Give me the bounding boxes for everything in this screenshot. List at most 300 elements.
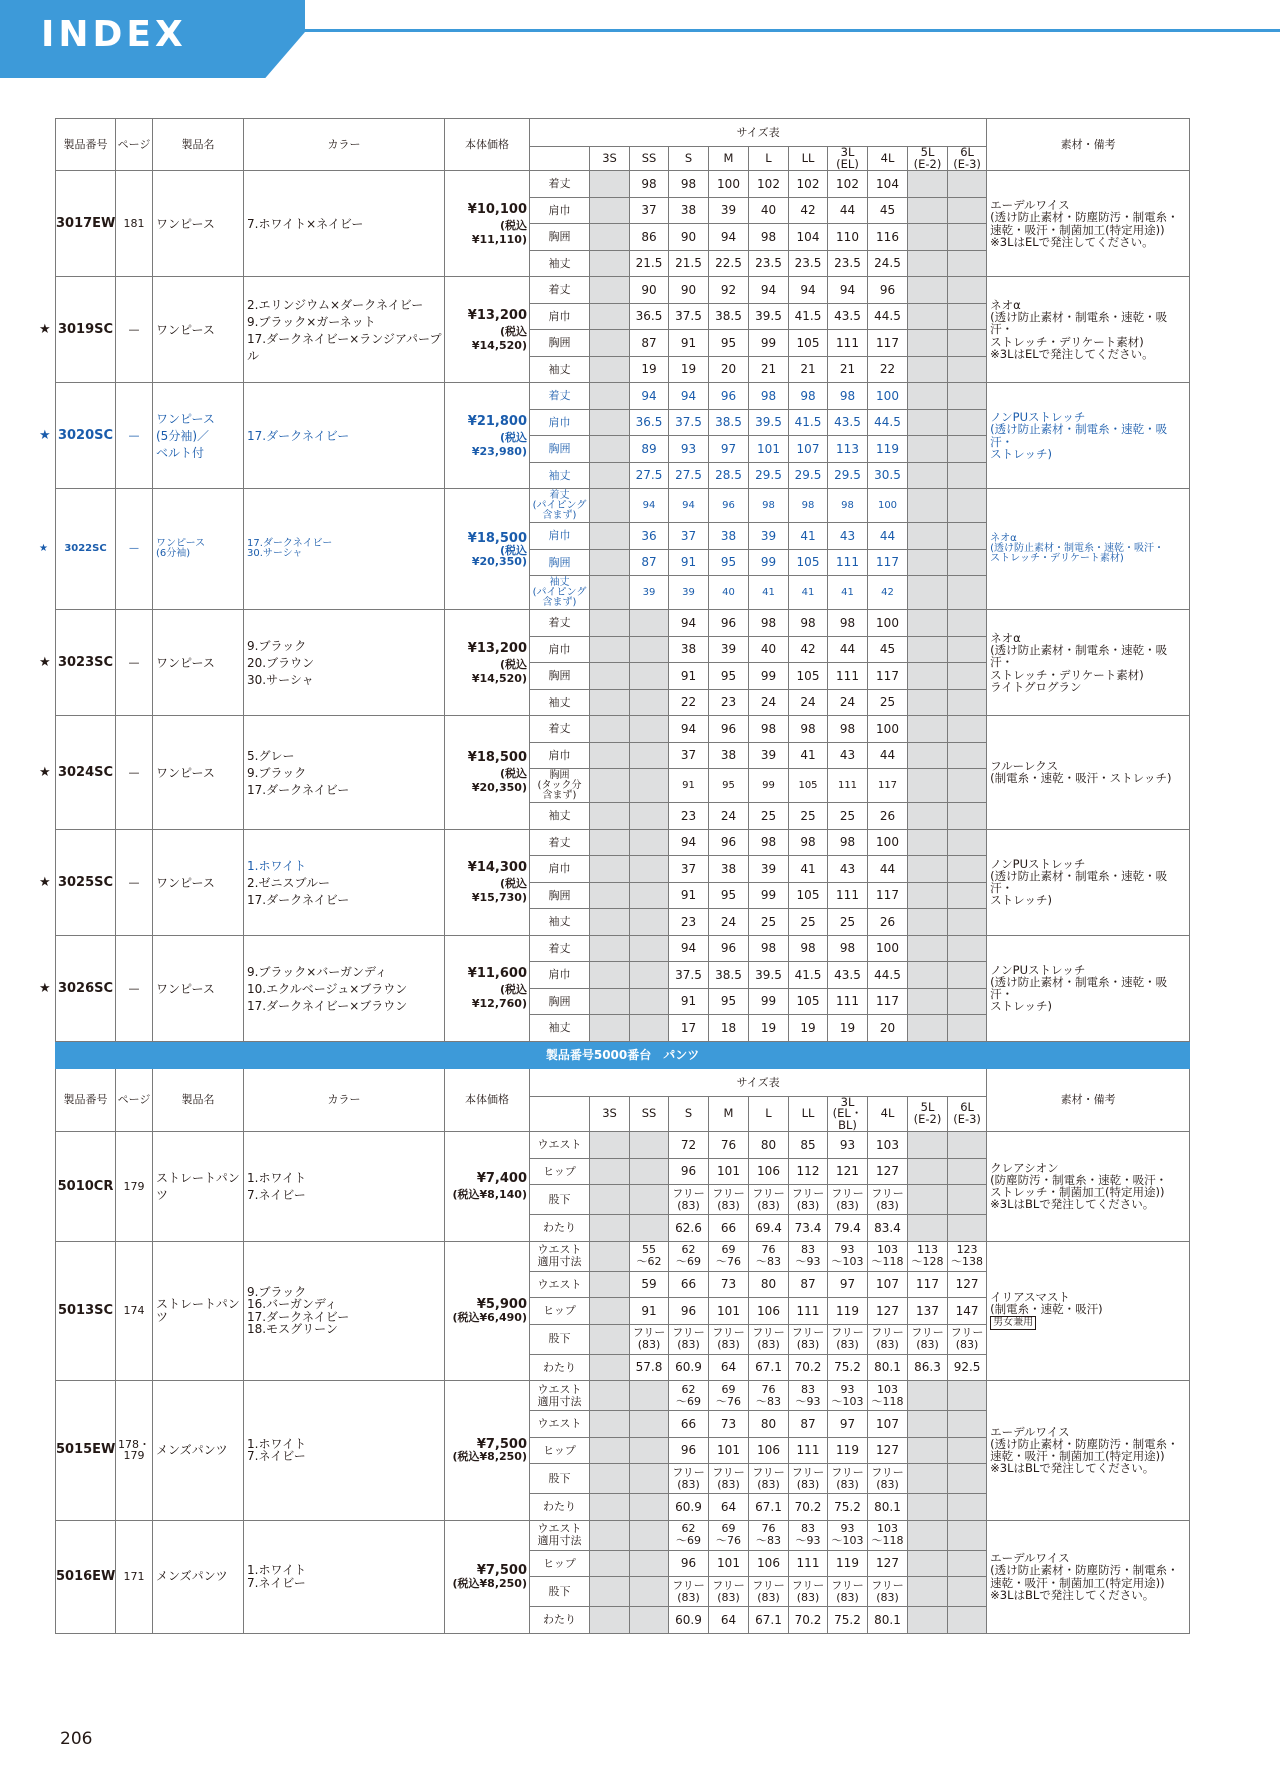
size-value xyxy=(948,1577,987,1607)
measure-label: 袖丈 xyxy=(530,462,590,489)
product-colors xyxy=(244,1381,445,1521)
size-value: 39 xyxy=(669,576,709,610)
size-value: フリー (83) xyxy=(868,1577,908,1607)
size-value: 99 xyxy=(749,663,789,690)
size-value: 80 xyxy=(749,1271,789,1298)
product-name: ワンピース xyxy=(153,935,244,1041)
size-value: 75.2 xyxy=(828,1607,868,1634)
size-value xyxy=(948,935,987,962)
size-value xyxy=(590,1550,630,1577)
header-size: 5L (E-2) xyxy=(908,147,948,171)
size-value xyxy=(908,636,948,663)
size-value: 96 xyxy=(669,1298,709,1325)
size-value xyxy=(948,988,987,1015)
size-value xyxy=(948,1494,987,1521)
size-value: 106 xyxy=(749,1298,789,1325)
size-value: 55 〜62 xyxy=(630,1241,669,1271)
measure-label: 肩巾 xyxy=(530,856,590,883)
table-row xyxy=(56,1381,1190,1411)
size-value: 111 xyxy=(828,663,868,690)
measure-label: 胸囲 xyxy=(530,436,590,463)
product-number-text: 3019SC xyxy=(57,322,114,337)
size-value: 30.5 xyxy=(868,462,908,489)
product-number xyxy=(56,1381,116,1521)
size-value: 95 xyxy=(709,549,749,576)
size-value xyxy=(590,1520,630,1550)
measure-label: ヒップ xyxy=(530,1298,590,1325)
size-value: 20 xyxy=(709,356,749,383)
size-value xyxy=(948,250,987,277)
size-value: 36 xyxy=(630,523,669,550)
size-value: 83.4 xyxy=(868,1215,908,1242)
size-value xyxy=(908,909,948,936)
size-value: 28.5 xyxy=(709,462,749,489)
size-value: 117 xyxy=(908,1271,948,1298)
size-value: 19 xyxy=(669,356,709,383)
size-value: 116 xyxy=(868,224,908,251)
size-value xyxy=(908,197,948,224)
size-value xyxy=(948,383,987,410)
size-value: 25 xyxy=(828,803,868,830)
measure-label: わたり xyxy=(530,1494,590,1521)
product-page: 181 xyxy=(116,171,153,277)
product-remarks xyxy=(987,171,1190,277)
size-value: 25 xyxy=(789,909,828,936)
size-value: 70.2 xyxy=(789,1354,828,1381)
size-value xyxy=(630,1411,669,1438)
header-name: 製品名 xyxy=(153,119,244,171)
measure-label: 袖丈 xyxy=(530,909,590,936)
size-value: 90 xyxy=(669,277,709,304)
size-value: 100 xyxy=(868,829,908,856)
product-page: — xyxy=(116,383,153,489)
size-value xyxy=(948,462,987,489)
product-number-text: 3023SC xyxy=(57,655,114,670)
size-value xyxy=(908,462,948,489)
size-value xyxy=(590,436,630,463)
size-value: 21.5 xyxy=(630,250,669,277)
size-value xyxy=(590,224,630,251)
measure-label: ヒップ xyxy=(530,1550,590,1577)
size-value xyxy=(590,523,630,550)
header-product-no: 製品番号 xyxy=(56,1068,116,1132)
table-row xyxy=(56,610,1190,637)
size-value: 102 xyxy=(749,171,789,198)
size-value xyxy=(590,1577,630,1607)
product-price xyxy=(445,277,530,383)
size-value: 98 xyxy=(749,610,789,637)
size-value: 113 xyxy=(828,436,868,463)
price-value: ¥7,500 xyxy=(476,1436,527,1452)
size-value xyxy=(590,716,630,743)
size-value: 44 xyxy=(868,856,908,883)
size-value xyxy=(948,171,987,198)
size-value xyxy=(908,250,948,277)
size-value: 39.5 xyxy=(749,303,789,330)
size-value: 96 xyxy=(709,489,749,523)
size-value: フリー (83) xyxy=(669,1185,709,1215)
size-value xyxy=(590,1464,630,1494)
size-value: 23.5 xyxy=(749,250,789,277)
product-name: ワンピース xyxy=(153,610,244,716)
size-value xyxy=(948,224,987,251)
size-value xyxy=(630,1215,669,1242)
size-value xyxy=(948,1520,987,1550)
product-number-text: 3024SC xyxy=(57,764,114,780)
size-value xyxy=(590,277,630,304)
size-value: 41 xyxy=(828,576,868,610)
measure-label: 袖丈 xyxy=(530,803,590,830)
size-value: 96 xyxy=(709,610,749,637)
product-name: メンズパンツ xyxy=(153,1381,244,1521)
size-value: 38 xyxy=(709,523,749,550)
size-value: 38.5 xyxy=(709,962,749,989)
size-value: フリー (83) xyxy=(789,1464,828,1494)
price-tax-included: (税込¥14,520) xyxy=(471,657,527,685)
price-value: ¥13,200 xyxy=(467,640,527,656)
table-row xyxy=(56,1241,1190,1271)
size-value xyxy=(630,742,669,769)
size-value: 123 〜138 xyxy=(948,1241,987,1271)
size-value xyxy=(590,909,630,936)
size-value xyxy=(630,1550,669,1577)
size-value: 70.2 xyxy=(789,1494,828,1521)
product-price xyxy=(445,829,530,935)
product-price xyxy=(445,1520,530,1633)
remarks-text: ネオα (透け防止素材・制電糸・速乾・吸汗・ ストレッチ・デリケート素材) ライトグログラン xyxy=(990,631,1168,694)
measure-label: わたり xyxy=(530,1607,590,1634)
size-value: 17 xyxy=(669,1015,709,1042)
size-value xyxy=(590,1324,630,1354)
measure-label: 着丈 xyxy=(530,829,590,856)
header-size: 3S xyxy=(590,1096,630,1132)
size-value xyxy=(908,716,948,743)
size-value: 97 xyxy=(709,436,749,463)
color-new: 1.ホワイト xyxy=(247,858,307,873)
size-value xyxy=(590,462,630,489)
size-value: 40 xyxy=(709,576,749,610)
size-value: 37.5 xyxy=(669,409,709,436)
size-value: 105 xyxy=(789,663,828,690)
remarks-text: イリアスマスト (制電糸・速乾・吸汗) xyxy=(990,1290,1103,1317)
size-value xyxy=(908,1158,948,1185)
table-row xyxy=(56,1520,1190,1550)
size-value xyxy=(630,636,669,663)
size-value: 101 xyxy=(709,1298,749,1325)
product-number xyxy=(39,716,116,830)
header-size: LL xyxy=(789,1096,828,1132)
size-value: 80 xyxy=(749,1411,789,1438)
table-row xyxy=(56,829,1190,856)
product-number-text: 3025SC xyxy=(57,874,114,890)
size-value: 24 xyxy=(749,689,789,716)
product-page: — xyxy=(116,277,153,383)
star-mark: ★ xyxy=(39,764,51,780)
header-size: M xyxy=(709,147,749,171)
measure-label: 股下 xyxy=(530,1464,590,1494)
size-value xyxy=(630,1494,669,1521)
product-colors xyxy=(244,277,445,383)
table-row xyxy=(56,1132,1190,1159)
header-price: 本体価格 xyxy=(445,1068,530,1132)
size-value: 111 xyxy=(789,1550,828,1577)
product-name: ワンピース xyxy=(153,171,244,277)
product-name: ワンピース (6分袖) xyxy=(153,489,244,610)
size-value xyxy=(948,663,987,690)
price-tax-included: (税込¥15,730) xyxy=(471,877,527,904)
price-value: ¥7,500 xyxy=(476,1562,527,1578)
header-product-no: 製品番号 xyxy=(56,119,116,171)
header-name: 製品名 xyxy=(153,1068,244,1132)
size-value xyxy=(590,1437,630,1464)
size-value: 62 〜69 xyxy=(669,1520,709,1550)
size-value: フリー (83) xyxy=(868,1324,908,1354)
size-value: フリー (83) xyxy=(669,1464,709,1494)
size-value: 44.5 xyxy=(868,962,908,989)
size-value xyxy=(948,489,987,523)
size-value xyxy=(948,197,987,224)
size-value: 44 xyxy=(868,742,908,769)
product-number-text: 3020SC xyxy=(57,428,114,443)
size-value xyxy=(590,1185,630,1215)
table-row xyxy=(56,277,1190,304)
measure-label: ヒップ xyxy=(530,1158,590,1185)
size-value: 37 xyxy=(669,523,709,550)
measure-label: 着丈 xyxy=(530,171,590,198)
remarks-text: ノンPUストレッチ (透け防止素材・制電糸・速乾・吸汗・ ストレッチ) xyxy=(990,410,1168,461)
size-value: 105 xyxy=(789,882,828,909)
size-value: 86 xyxy=(630,224,669,251)
size-value: 92.5 xyxy=(948,1354,987,1381)
size-value: 106 xyxy=(749,1437,789,1464)
size-value: 94 xyxy=(709,224,749,251)
product-number xyxy=(39,935,116,1041)
size-value: 43.5 xyxy=(828,303,868,330)
size-value: 43.5 xyxy=(828,409,868,436)
size-value xyxy=(630,856,669,883)
size-value xyxy=(948,769,987,803)
size-value: フリー (83) xyxy=(630,1324,669,1354)
size-value: 22 xyxy=(669,689,709,716)
product-price xyxy=(445,489,530,610)
product-remarks xyxy=(987,935,1190,1041)
size-value: フリー (83) xyxy=(709,1185,749,1215)
size-value: 98 xyxy=(789,829,828,856)
size-value: 93 xyxy=(669,436,709,463)
size-value: 79.4 xyxy=(828,1215,868,1242)
size-value: 107 xyxy=(868,1271,908,1298)
header-size: M xyxy=(709,1096,749,1132)
header-color: カラー xyxy=(244,1068,445,1132)
product-name: ワンピース xyxy=(153,277,244,383)
size-value: 76 xyxy=(709,1132,749,1159)
size-value: 37 xyxy=(630,197,669,224)
size-value: 117 xyxy=(868,330,908,357)
size-value xyxy=(590,803,630,830)
size-value xyxy=(590,742,630,769)
size-value: フリー (83) xyxy=(789,1324,828,1354)
size-value: 95 xyxy=(709,769,749,803)
header-size-table: サイズ表 xyxy=(530,119,987,147)
price-tax-included: (税込¥6,490) xyxy=(452,1310,527,1324)
size-value xyxy=(908,409,948,436)
size-value: 107 xyxy=(789,436,828,463)
product-colors xyxy=(244,1520,445,1633)
size-value xyxy=(590,1607,630,1634)
size-value xyxy=(590,1158,630,1185)
size-value xyxy=(630,1185,669,1215)
index-table xyxy=(39,118,1190,1634)
size-value: 83 〜93 xyxy=(789,1520,828,1550)
size-value: 103 〜118 xyxy=(868,1520,908,1550)
size-value: 111 xyxy=(828,549,868,576)
size-value: 94 xyxy=(669,716,709,743)
size-value xyxy=(630,1437,669,1464)
size-value: 76 〜83 xyxy=(749,1241,789,1271)
product-colors xyxy=(244,383,445,489)
size-value: 67.1 xyxy=(749,1607,789,1634)
product-page: — xyxy=(116,716,153,830)
size-value: 24 xyxy=(709,909,749,936)
header-size: L xyxy=(749,147,789,171)
size-value: 25 xyxy=(828,909,868,936)
product-remarks xyxy=(987,829,1190,935)
size-value: 41 xyxy=(789,523,828,550)
size-value: フリー (83) xyxy=(828,1464,868,1494)
index-header xyxy=(0,0,1280,78)
size-value: フリー (83) xyxy=(749,1464,789,1494)
size-value: 86.3 xyxy=(908,1354,948,1381)
size-value: 127 xyxy=(948,1271,987,1298)
size-value: 111 xyxy=(828,769,868,803)
product-number-text: 3022SC xyxy=(64,543,107,554)
size-value: 27.5 xyxy=(669,462,709,489)
size-value: 37.5 xyxy=(669,962,709,989)
size-value: 73 xyxy=(709,1411,749,1438)
measure-label: 胸囲 xyxy=(530,988,590,1015)
size-value: 39 xyxy=(749,856,789,883)
header-size-label-blank xyxy=(530,147,590,171)
size-value xyxy=(908,1464,948,1494)
size-value: 111 xyxy=(789,1437,828,1464)
remarks-text: ネオα (透け防止素材・制電糸・速乾・吸汗・ ストレッチ・デリケート素材) xyxy=(990,533,1165,564)
size-value xyxy=(590,1271,630,1298)
size-value: フリー (83) xyxy=(669,1324,709,1354)
size-value: 91 xyxy=(669,882,709,909)
measure-label: 袖丈 xyxy=(530,250,590,277)
product-number xyxy=(56,171,116,277)
size-value: 40 xyxy=(749,197,789,224)
size-value: 27.5 xyxy=(630,462,669,489)
measure-label: 胸囲 xyxy=(530,224,590,251)
size-value: 103 〜118 xyxy=(868,1241,908,1271)
size-value xyxy=(948,1215,987,1242)
size-value: 98 xyxy=(749,224,789,251)
size-value: 41 xyxy=(749,576,789,610)
size-value: フリー (83) xyxy=(828,1324,868,1354)
header-size: 6L (E-3) xyxy=(948,1096,987,1132)
measure-label: 肩巾 xyxy=(530,197,590,224)
product-number xyxy=(39,383,116,489)
measure-label: 股下 xyxy=(530,1577,590,1607)
size-value xyxy=(630,769,669,803)
size-value xyxy=(908,882,948,909)
size-value: 94 xyxy=(669,489,709,523)
product-number-text: 5013SC xyxy=(57,1302,114,1318)
size-value xyxy=(908,803,948,830)
size-value: 26 xyxy=(868,803,908,830)
product-page: — xyxy=(116,489,153,610)
remarks-text: ノンPUストレッチ (透け防止素材・制電糸・速乾・吸汗・ ストレッチ) xyxy=(990,856,1168,908)
size-value: 98 xyxy=(669,171,709,198)
size-value: 127 xyxy=(868,1158,908,1185)
product-number-text: 3017EW xyxy=(56,216,116,231)
size-value: 70.2 xyxy=(789,1607,828,1634)
size-value: 94 xyxy=(828,277,868,304)
color-list: 9.ブラック×バーガンディ 10.エクルベージュ×ブラウン 17.ダークネイビー×ブラウン xyxy=(247,964,408,1013)
star-mark: ★ xyxy=(39,655,51,670)
header-size: 3S xyxy=(590,147,630,171)
size-value: 24 xyxy=(709,803,749,830)
size-value: 137 xyxy=(908,1298,948,1325)
size-value: 98 xyxy=(828,716,868,743)
size-value xyxy=(948,303,987,330)
size-value: 21.5 xyxy=(669,250,709,277)
measure-label: 袖丈 xyxy=(530,1015,590,1042)
product-colors xyxy=(244,716,445,830)
size-value: 95 xyxy=(709,882,749,909)
size-value: 107 xyxy=(868,1411,908,1438)
size-value xyxy=(630,610,669,637)
size-value: 98 xyxy=(828,383,868,410)
size-value xyxy=(948,909,987,936)
size-value: 99 xyxy=(749,988,789,1015)
size-value: 23.5 xyxy=(828,250,868,277)
product-price xyxy=(445,716,530,830)
size-value xyxy=(948,436,987,463)
size-value: 98 xyxy=(749,829,789,856)
color-list: 1.ホワイト 7.ネイビー xyxy=(247,1171,307,1203)
size-value: 97 xyxy=(828,1411,868,1438)
size-value: 76 〜83 xyxy=(749,1520,789,1550)
size-value: フリー (83) xyxy=(709,1577,749,1607)
size-value xyxy=(908,356,948,383)
size-value: 105 xyxy=(789,988,828,1015)
product-price xyxy=(445,610,530,716)
measure-label: 袖丈 xyxy=(530,689,590,716)
product-page: 178・ 179 xyxy=(116,1381,153,1521)
product-price xyxy=(445,1381,530,1521)
size-value xyxy=(908,549,948,576)
size-value: 94 xyxy=(749,277,789,304)
size-value xyxy=(590,1132,630,1159)
size-value xyxy=(948,1550,987,1577)
size-value xyxy=(590,576,630,610)
size-value: 69 〜76 xyxy=(709,1241,749,1271)
table-row xyxy=(56,935,1190,962)
size-value: 43 xyxy=(828,742,868,769)
size-value: 38 xyxy=(709,742,749,769)
size-value: 66 xyxy=(669,1271,709,1298)
measure-label: ウエスト 適用寸法 xyxy=(530,1520,590,1550)
size-value: 95 xyxy=(709,330,749,357)
size-value: 102 xyxy=(789,171,828,198)
size-value xyxy=(908,1577,948,1607)
header-remarks: 素材・備考 xyxy=(987,1068,1190,1132)
size-value xyxy=(630,935,669,962)
measure-label: 胸囲 xyxy=(530,549,590,576)
size-value: 22.5 xyxy=(709,250,749,277)
